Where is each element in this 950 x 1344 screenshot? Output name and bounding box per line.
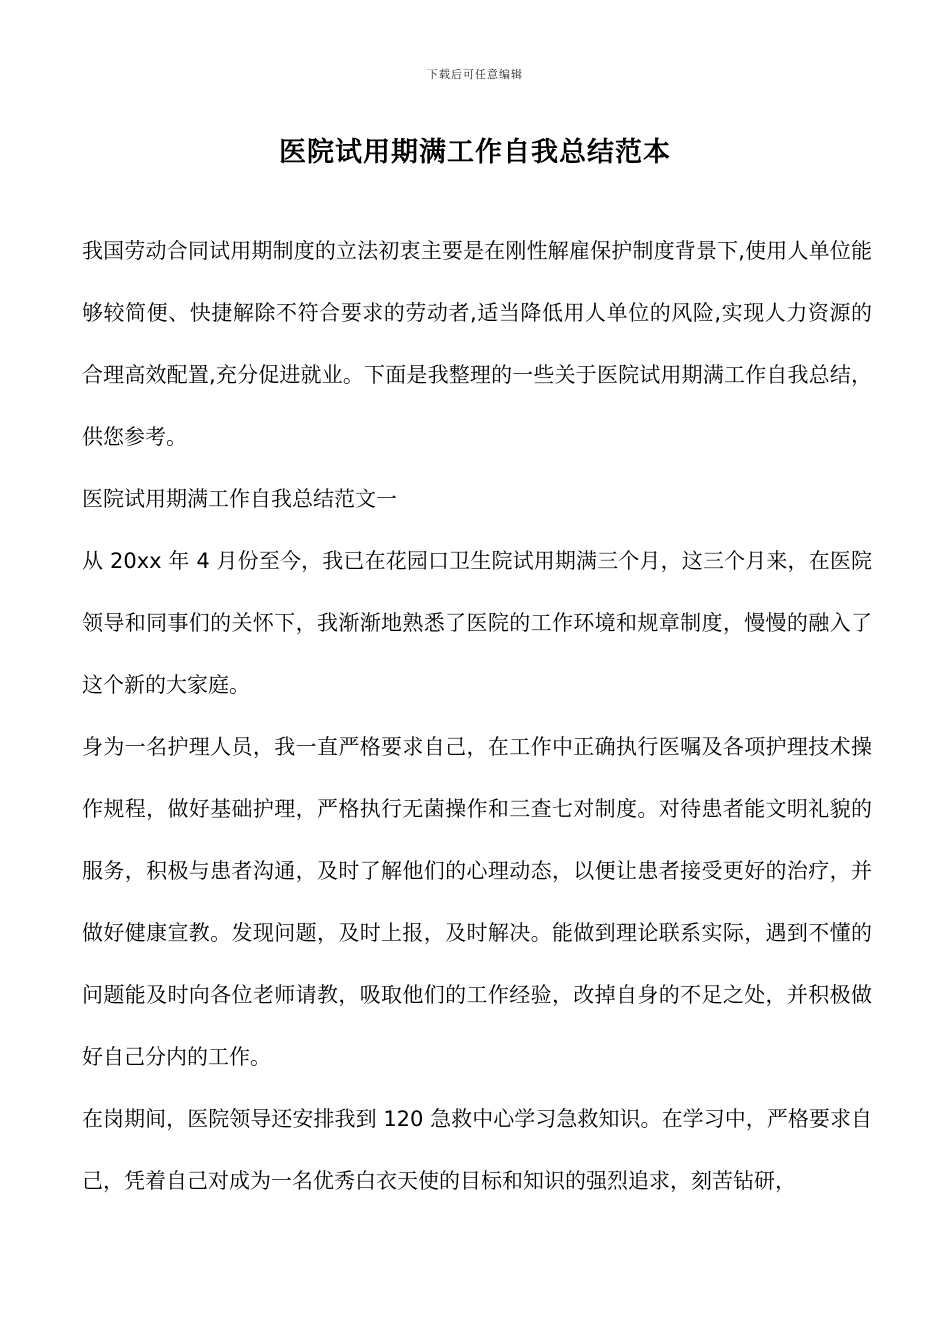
intro-paragraph: 我国劳动合同试用期制度的立法初衷主要是在刚性解雇保护制度背景下,使用人单位能够较简便、快捷解除不符合要求的劳动者,适当降低用人单位的风险,实现人力资源的合理高效配置,充分促进就业。下面是我整理的一些关于医院试用期满工作自我总结，供您参考。 (82, 239, 872, 449)
body-paragraph: 从 20xx 年 4 月份至今，我已在花园口卫生院试用期满三个月，这三个月来，在医院领导和同事们的关怀下，我渐渐地熟悉了医院的工作环境和规章制度，慢慢的融入了这个新的大家庭。 (82, 549, 872, 697)
header-note: 下载后可任意编辑 (427, 68, 523, 81)
section-heading: 医院试用期满工作自我总结范文一 (82, 487, 397, 511)
body-paragraph: 身为一名护理人员，我一直严格要求自己，在工作中正确执行医嘱及各项护理技术操作规程，做好基础护理，严格执行无菌操作和三查七对制度。对待患者能文明礼貌的服务，积极与患者沟通，及时了解他们的心理动态，以便让患者接受更好的治疗，并做好健康宣教。发现问题，及时上报，及时解决。能做到理论联系实际，遇到不懂的问题能及时向各位老师请教，吸取他们的工作经验，改掉自身的不足之处，并积极做好自己分内的工作。 (82, 735, 872, 1069)
document-title: 医院试用期满工作自我总结范本 (279, 137, 671, 168)
document-body (82, 220, 872, 1212)
body-paragraph: 在岗期间，医院领导还安排我到 120 急救中心学习急救知识。在学习中，严格要求自己，凭着自己对成为一名优秀白衣天使的目标和知识的强烈追求，刻苦钻研， (82, 1107, 872, 1193)
